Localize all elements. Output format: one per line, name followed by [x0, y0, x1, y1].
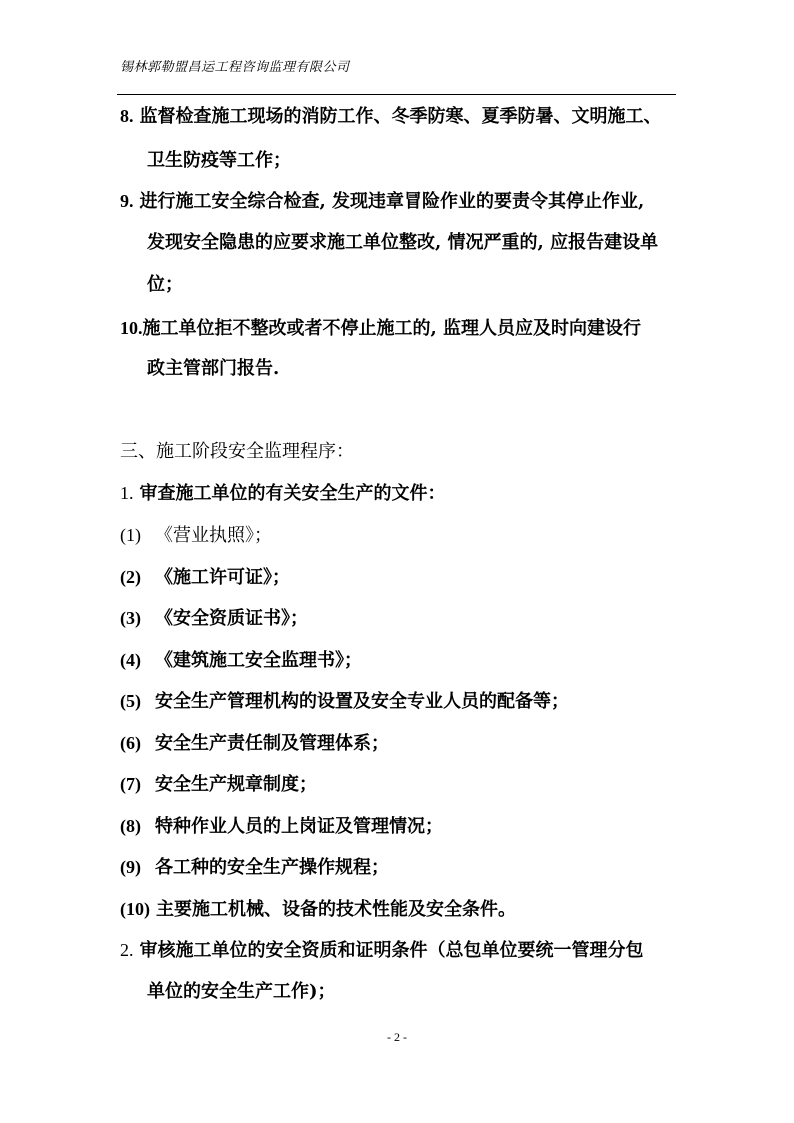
item-9-line-2: 发现安全隐患的应要求施工单位整改, 情况严重的, 应报告建设单: [147, 232, 659, 253]
subitem-6-number: (6): [120, 733, 141, 753]
subitem-4-text: 《建筑施工安全监理书》；: [155, 650, 362, 671]
subitem-7: [120, 773, 317, 796]
step-2-text-1: 审核施工单位的安全资质和证明条件（总包单位要统一管理分包: [139, 940, 644, 961]
subitem-9: [120, 856, 389, 879]
subitem-6-text: 安全生产责任制及管理体系；: [155, 733, 389, 754]
item-9-line-1: [120, 190, 644, 213]
subitem-9-text: 各工种的安全生产操作规程；: [155, 857, 389, 878]
item-8-text-1: 监督检查施工现场的消防工作、冬季防寒、夏季防暑、文明施工、: [139, 106, 662, 127]
subitem-3-text: 《安全资质证书》；: [155, 608, 308, 629]
subitem-5-text: 安全生产管理机构的设置及安全专业人员的配备等；: [155, 691, 569, 712]
item-9-line-3: 位；: [147, 274, 183, 295]
subitem-3-number: (3): [120, 608, 141, 628]
header-divider: [117, 94, 676, 95]
item-10-line-1: [120, 317, 641, 340]
subitem-2: [120, 566, 290, 589]
step-1: [120, 482, 446, 505]
subitem-7-number: (7): [120, 774, 141, 794]
step-1-number: 1.: [120, 483, 134, 503]
subitem-7-text: 安全生产规章制度；: [155, 774, 317, 795]
step-2-number: 2.: [120, 940, 134, 960]
step-2-line-1: [120, 939, 644, 962]
step-1-text: 审查施工单位的有关安全生产的文件：: [139, 483, 446, 504]
item-8-line-2: 卫生防疫等工作；: [147, 150, 291, 171]
subitem-2-text: 《施工许可证》；: [155, 567, 290, 588]
step-2-line-2: 单位的安全生产工作)；: [147, 981, 336, 1002]
item-9-text-1: 进行施工安全综合检查, 发现违章冒险作业的要责令其停止作业,: [139, 191, 645, 212]
subitem-9-number: (9): [120, 857, 141, 877]
subitem-4: [120, 649, 362, 672]
subitem-8: [120, 815, 443, 838]
subitem-5-number: (5): [120, 691, 141, 711]
section-title: 三、施工阶段安全监理程序：: [120, 441, 354, 462]
subitem-6: [120, 732, 389, 755]
page-number: - 2 -: [387, 1030, 407, 1044]
item-10-text-1: 施工单位拒不整改或者不停止施工的, 监理人员应及时向建设行: [142, 318, 642, 339]
item-10-line-2: 政主管部门报告.: [147, 358, 280, 379]
subitem-1: [120, 524, 272, 547]
subitem-8-text: 特种作业人员的上岗证及管理情况；: [155, 816, 443, 837]
subitem-1-text: 《营业执照》；: [155, 525, 272, 546]
subitem-10-number: (10): [120, 899, 150, 919]
subitem-4-number: (4): [120, 650, 141, 670]
item-8-number: 8.: [120, 106, 134, 126]
subitem-3: [120, 607, 308, 630]
item-10-number: 10.: [120, 318, 143, 338]
subitem-1-number: (1): [120, 525, 141, 545]
subitem-5: [120, 690, 569, 713]
subitem-8-number: (8): [120, 816, 141, 836]
item-8-line-1: [120, 105, 662, 128]
subitem-10: [120, 898, 516, 921]
item-9-number: 9.: [120, 191, 134, 211]
company-header: 锡林郭勒盟昌运工程咨询监理有限公司: [120, 60, 350, 75]
subitem-2-number: (2): [120, 567, 141, 587]
subitem-10-text: 主要施工机械、设备的技术性能及安全条件。: [156, 899, 516, 920]
